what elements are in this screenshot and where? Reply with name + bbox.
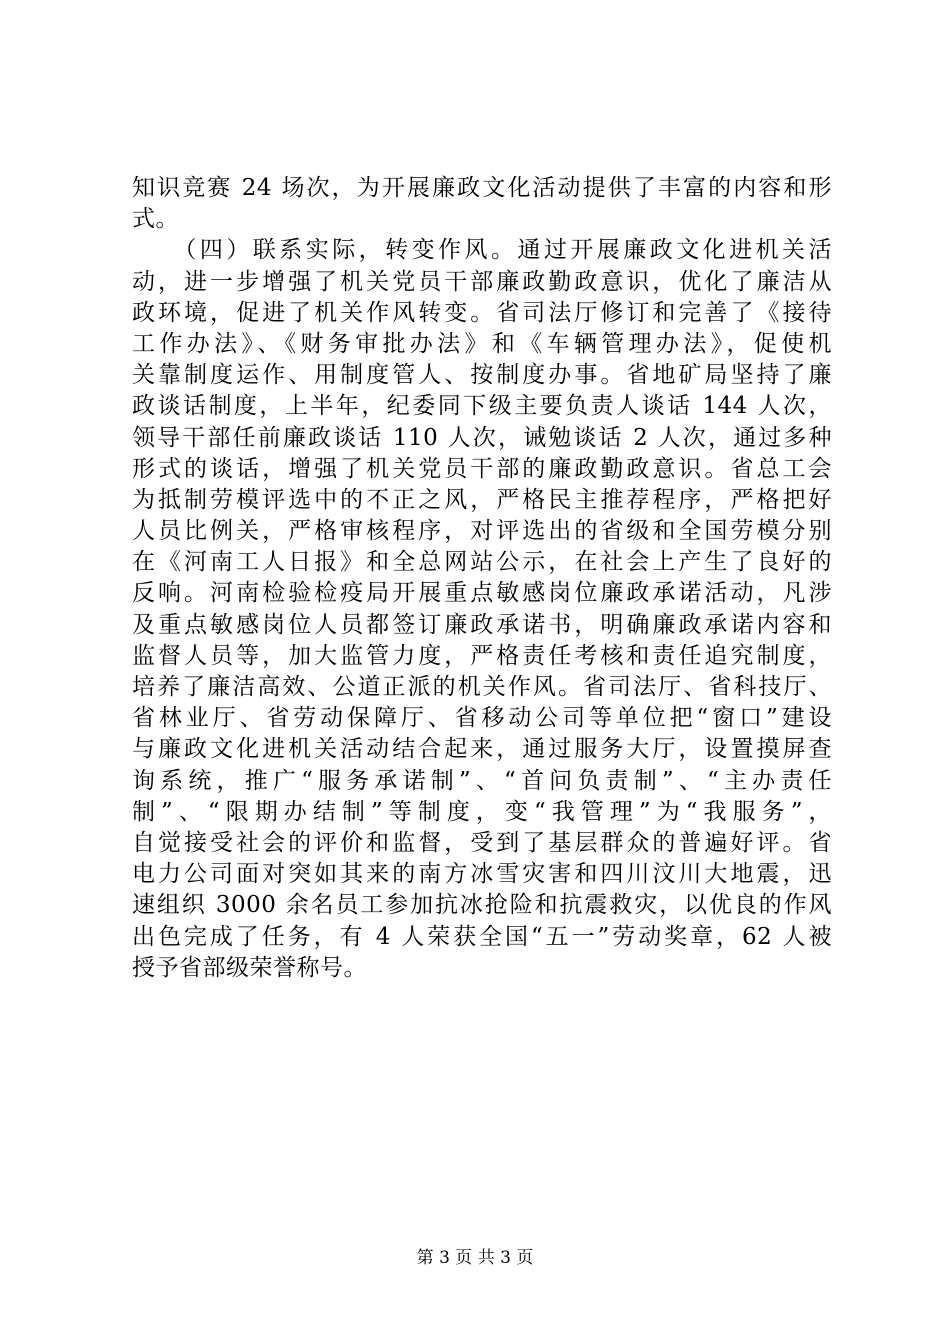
text-line: 及重点敏感岗位人员都签订廉政承诺书，明确廉政承诺内容和 bbox=[132, 611, 832, 638]
text-line: 出色完成了任务，有 4 人荣获全国“五一”劳动奖章，62 人被 bbox=[132, 923, 832, 950]
text-line: 政谈话制度，上半年，纪委同下级主要负责人谈话 144 人次， bbox=[132, 393, 832, 420]
text-line: 工作办法》、《财务审批办法》和《车辆管理办法》，促使机 bbox=[132, 330, 832, 357]
page-footer: 第 3 页 共 3 页 bbox=[416, 1248, 534, 1268]
text-line: 式。 bbox=[132, 206, 179, 233]
text-line: 在《河南工人日报》和全总网站公示，在社会上产生了良好的 bbox=[132, 549, 832, 576]
paragraph bbox=[132, 173, 832, 235]
text-line: （四）联系实际，转变作风。通过开展廉政文化进机关活 bbox=[132, 237, 832, 264]
text-line: 关靠制度运作、用制度管人、按制度办事。省地矿局坚持了廉 bbox=[132, 362, 832, 389]
text-line: 政环境，促进了机关作风转变。省司法厅修订和完善了《接待 bbox=[132, 299, 832, 326]
text-line: 询系统，推广“服务承诺制”、“首问负责制”、“主办责任 bbox=[132, 767, 832, 794]
text-line: 省林业厅、省劳动保障厅、省移动公司等单位把“窗口”建设 bbox=[132, 705, 832, 732]
paragraph bbox=[132, 235, 832, 984]
text-line: 监督人员等，加大监管力度，严格责任考核和责任追究制度， bbox=[132, 642, 832, 669]
text-line: 形式的谈话，增强了机关党员干部的廉政勤政意识。省总工会 bbox=[132, 455, 832, 482]
text-line: 反响。河南检验检疫局开展重点敏感岗位廉政承诺活动，凡涉 bbox=[132, 580, 832, 607]
text-line: 授予省部级荣誉称号。 bbox=[132, 954, 367, 981]
text-line: 与廉政文化进机关活动结合起来，通过服务大厅，设置摸屏查 bbox=[132, 736, 832, 763]
text-line: 为抵制劳模评选中的不正之风，严格民主推荐程序，严格把好 bbox=[132, 486, 832, 513]
body-text bbox=[132, 173, 832, 984]
text-line: 领导干部任前廉政谈话 110 人次，诫勉谈话 2 人次，通过多种 bbox=[132, 424, 832, 451]
text-line: 人员比例关，严格审核程序，对评选出的省级和全国劳模分别 bbox=[132, 518, 832, 545]
text-line: 自觉接受社会的评价和监督，受到了基层群众的普遍好评。省 bbox=[132, 829, 832, 856]
text-line: 知识竞赛 24 场次，为开展廉政文化活动提供了丰富的内容和形 bbox=[132, 175, 832, 201]
text-line: 制”、“限期办结制”等制度，变“我管理”为“我服务”， bbox=[132, 798, 832, 825]
text-line: 动，进一步增强了机关党员干部廉政勤政意识，优化了廉洁从 bbox=[132, 268, 832, 295]
text-line: 电力公司面对突如其来的南方冰雪灾害和四川汶川大地震，迅 bbox=[132, 861, 832, 888]
text-line: 培养了廉洁高效、公道正派的机关作风。省司法厅、省科技厅、 bbox=[132, 674, 832, 700]
text-line: 速组织 3000 余名员工参加抗冰抢险和抗震救灾，以优良的作风 bbox=[132, 892, 832, 919]
